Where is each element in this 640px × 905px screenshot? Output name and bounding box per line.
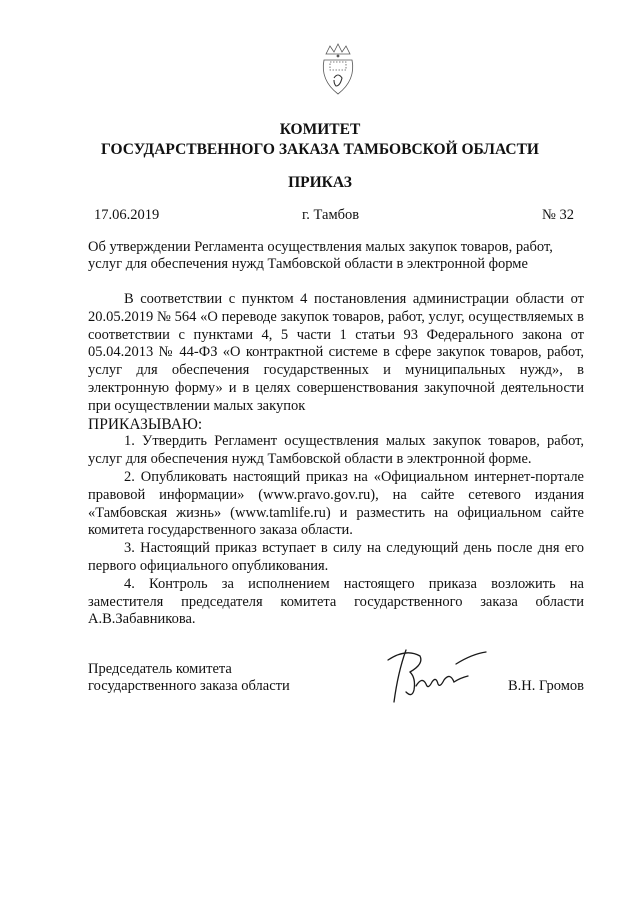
org-line-1: КОМИТЕТ — [279, 121, 361, 138]
document-body — [88, 291, 584, 629]
document-date: 17.06.2019 — [94, 207, 160, 223]
order-item: 4. Контроль за исполнением настоящего приказа возложить на заместителя председателя комитета государственного заказа области А.В.Забавникова. — [88, 575, 584, 628]
document-type: ПРИКАЗ — [288, 174, 352, 191]
org-line-2: ГОСУДАРСТВЕННОГО ЗАКАЗА ТАМБОВСКОЙ ОБЛАСТИ — [101, 141, 539, 158]
organization-name — [0, 120, 640, 160]
preamble-paragraph: В соответствии с пунктом 4 постановления администрации области от 20.05.2019 № 564 «О переводе закупок товаров, работ, услуг, осуществляемых в соответствии с пунктами 4, 5 части 1 статьи 93 Федерального закона от 05.04.2013 № 44-ФЗ «О контрактной системе в сфере закупок товаров, работ, услуг для обеспечения государственных и муниципальных нужд», в электронную форму» и в целях совершенствования закупочной деятельности при осуществлении малых закупок — [88, 291, 584, 414]
order-item: 1. Утвердить Регламент осуществления малых закупок товаров, работ, услуг для обеспечения нужд Тамбовской области в электронной форме. — [88, 433, 584, 468]
position-line-2: государственного заказа области — [88, 678, 290, 694]
subject-line-2: услуг для обеспечения нужд Тамбовской области в электронной форме — [88, 256, 528, 272]
subject-line-1: Об утверждении Регламента осуществления малых закупок товаров, работ, — [88, 239, 553, 255]
signatory-name: В.Н. Громов — [508, 678, 584, 694]
position-line-1: Председатель комитета — [88, 661, 232, 677]
document-subject — [88, 239, 566, 273]
document-number: № 32 — [542, 207, 574, 223]
document-city: г. Тамбов — [302, 207, 360, 223]
order-word: ПРИКАЗЫВАЮ: — [88, 415, 203, 433]
handwritten-signature-icon — [376, 642, 490, 712]
order-item: 2. Опубликовать настоящий приказ на «Официальном интернет-портале правовой информации» (www.pravo.gov.ru), на сайте сетевого издания «Тамбовская жизнь» (www.tamlife.ru) и разместить на официальном сайте комитета государственного заказа области. — [88, 468, 584, 539]
coat-of-arms-icon — [312, 40, 364, 98]
signatory-position — [88, 661, 290, 695]
order-item: 3. Настоящий приказ вступает в силу на следующий день после дня его первого официального опубликования. — [88, 540, 584, 574]
